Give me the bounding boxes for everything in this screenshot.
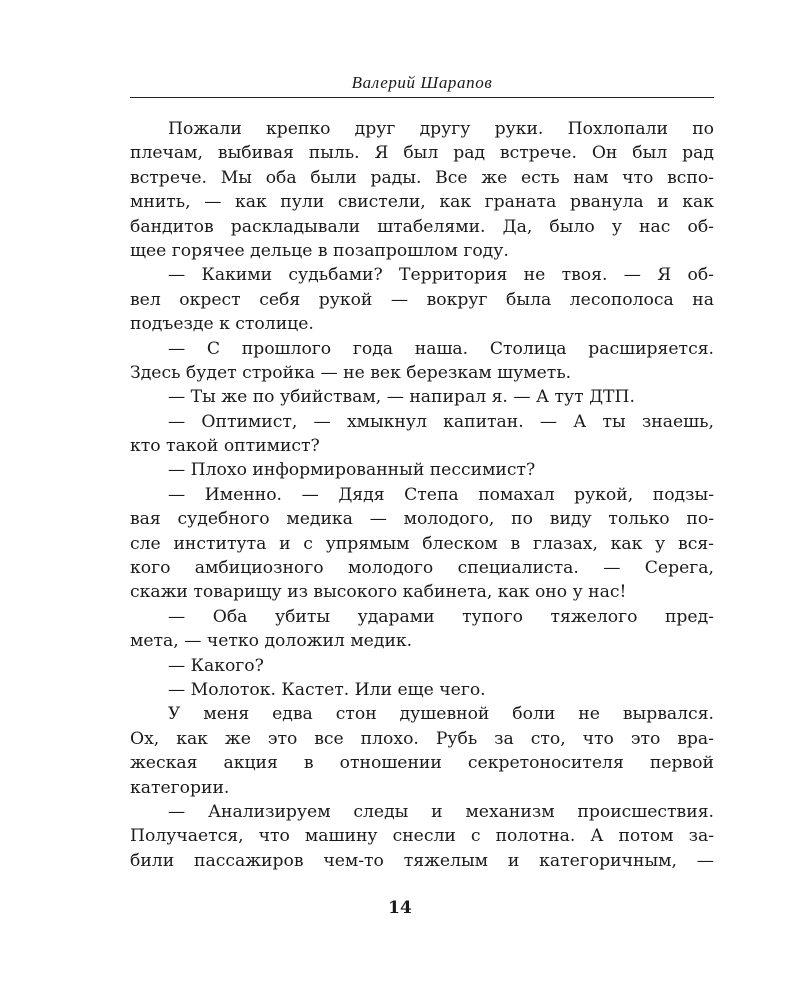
text-line: щее горячее дельце в позапрошлом году. [130,240,509,261]
text-line: подъезде к столице. [130,314,314,335]
text-line: У меня едва стон душевной боли не вырвался. [168,704,714,725]
text-line: скажи товарищу из высокого кабинета, как оно у нас! [130,582,627,603]
text-line: Ох, как же это все плохо. Рубь за сто, что это вра- [130,728,714,749]
text-line: — Ты же по убийствам, — напирал я. — А тут ДТП. [168,387,635,408]
paragraph [130,263,714,336]
text-line: — Молоток. Кастет. Или еще чего. [168,679,486,700]
text-line: сле института и с упрямым блеском в глазах, как у вся- [130,533,714,554]
text-line: вая судебного медика — молодого, по виду только по- [130,509,714,530]
paragraph [130,654,714,678]
text-line: мета, — четко доложил медик. [130,631,413,652]
header-rule [130,97,714,98]
text-line: кто такой оптимист? [130,436,320,457]
text-line: плечам, выбивая пыль. Я был рад встрече. Он был рад [130,143,714,164]
text-line: жеская акция в отношении секретоносителя первой [130,753,714,774]
text-line: — Оба убиты ударами тупого тяжелого пред- [168,606,714,627]
paragraph [130,800,714,873]
text-line: встрече. Мы оба были рады. Все же есть нам что вспо- [130,167,714,188]
running-head: Валерий Шарапов [351,73,493,92]
text-line: бандитов раскладывали штабелями. Да, было у нас об- [130,216,714,237]
page-number: 14 [388,898,412,918]
body-text [130,117,714,873]
text-line: мнить, — как пули свистели, как граната рванула и как [130,192,714,213]
text-line: кого амбициозного молодого специалиста. — Серега, [130,558,714,579]
text-line: Здесь будет стройка — не век березкам шуметь. [130,362,572,383]
text-line: — Анализируем следы и механизм происшествия. [168,801,714,822]
paragraph [130,385,714,409]
text-line: — Оптимист, — хмыкнул капитан. — А ты знаешь, [168,411,714,432]
text-line: категории. [130,777,230,798]
text-line: били пассажиров чем-то тяжелым и категоричным, — [130,850,714,871]
paragraph [130,458,714,482]
paragraph [130,702,714,800]
paragraph [130,605,714,654]
text-line: — С прошлого года наша. Столица расширяется. [168,338,714,359]
paragraph [130,337,714,386]
text-line: — Какими судьбами? Территория не твоя. — Я об- [168,265,714,286]
paragraph [130,117,714,263]
paragraph [130,410,714,459]
text-line: вел окрест себя рукой — вокруг была лесополоса на [130,289,714,310]
text-line: — Плохо информированный пессимист? [168,460,536,481]
text-line: Пожали крепко друг другу руки. Похлопали по [168,119,714,139]
text-line: — Именно. — Дядя Степа помахал рукой, подзы- [168,484,714,505]
paragraph [130,483,714,605]
text-line: — Какого? [168,655,264,676]
text-line: Получается, что машину снесли с полотна. А потом за- [130,826,714,847]
paragraph [130,678,714,702]
